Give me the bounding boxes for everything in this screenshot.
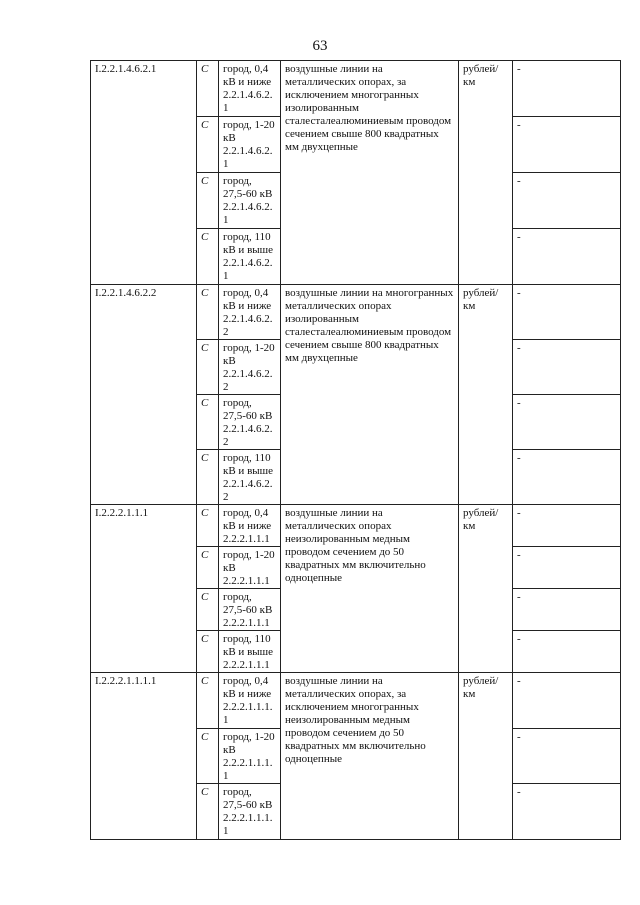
value-cell: -: [513, 229, 621, 285]
value-cell: -: [513, 340, 621, 395]
category-letter: С: [197, 395, 219, 450]
region-cell: город, 27,5-60 кВ 2.2.2.1.1.1: [219, 589, 281, 631]
region-cell: город, 0,4 кВ и ниже 2.2.1.4.6.2. 1: [219, 61, 281, 117]
category-letter: С: [197, 673, 219, 729]
line-description: воздушные линии на металлических опорах неизолированным медным проводом сечением до 50 квадратных мм включительно одноцепные: [281, 505, 459, 673]
region-cell: город, 110 кВ и выше 2.2.2.1.1.1: [219, 631, 281, 673]
category-letter: С: [197, 285, 219, 340]
category-letter: С: [197, 589, 219, 631]
category-letter: С: [197, 547, 219, 589]
category-letter: С: [197, 631, 219, 673]
value-cell: -: [513, 395, 621, 450]
value-cell: -: [513, 450, 621, 505]
value-cell: -: [513, 673, 621, 729]
region-cell: город, 0,4 кВ и ниже 2.2.2.1.1.1: [219, 505, 281, 547]
category-letter: С: [197, 340, 219, 395]
value-cell: -: [513, 784, 621, 840]
value-cell: -: [513, 729, 621, 784]
region-cell: город, 1-20 кВ 2.2.2.1.1.1: [219, 547, 281, 589]
category-letter: С: [197, 229, 219, 285]
row-code: I.2.2.2.1.1.1: [91, 505, 197, 673]
region-cell: город, 27,5-60 кВ 2.2.2.1.1.1. 1: [219, 784, 281, 840]
row-code: I.2.2.1.4.6.2.2: [91, 285, 197, 505]
unit-cell: рублей/ км: [459, 285, 513, 505]
category-letter: С: [197, 505, 219, 547]
category-letter: С: [197, 61, 219, 117]
page-number: 63: [312, 38, 328, 54]
value-cell: -: [513, 117, 621, 173]
region-cell: город, 1-20 кВ 2.2.2.1.1.1. 1: [219, 729, 281, 784]
line-description: воздушные линии на металлических опорах, за исключением многогранных неизолированным медным проводом сечением до 50 квадратных мм включительно одноцепные: [281, 673, 459, 840]
category-letter: С: [197, 117, 219, 173]
category-letter: С: [197, 784, 219, 840]
value-cell: -: [513, 285, 621, 340]
region-cell: город, 27,5-60 кВ 2.2.1.4.6.2. 2: [219, 395, 281, 450]
row-code: I.2.2.1.4.6.2.1: [91, 61, 197, 285]
value-cell: -: [513, 589, 621, 631]
table-row: [91, 61, 621, 117]
tariff-table: [90, 60, 621, 840]
unit-cell: рублей/ км: [459, 673, 513, 840]
unit-cell: рублей/ км: [459, 505, 513, 673]
value-cell: -: [513, 547, 621, 589]
category-letter: С: [197, 173, 219, 229]
region-cell: город, 27,5-60 кВ 2.2.1.4.6.2. 1: [219, 173, 281, 229]
value-cell: -: [513, 631, 621, 673]
table-row: [91, 673, 621, 729]
region-cell: город, 1-20 кВ 2.2.1.4.6.2. 1: [219, 117, 281, 173]
table-row: [91, 285, 621, 340]
line-description: воздушные линии на металлических опорах, за исключением многогранных изолированным сталесталеалюминиевым проводом сечением свыше 800 квадратных мм двухцепные: [281, 61, 459, 285]
region-cell: город, 0,4 кВ и ниже 2.2.1.4.6.2. 2: [219, 285, 281, 340]
region-cell: город, 110 кВ и выше 2.2.1.4.6.2. 1: [219, 229, 281, 285]
category-letter: С: [197, 729, 219, 784]
value-cell: -: [513, 173, 621, 229]
line-description: воздушные линии на многогранных металлических опорах изолированным сталесталеалюминиевым проводом сечением свыше 800 квадратных мм двухцепные: [281, 285, 459, 505]
row-code: I.2.2.2.1.1.1.1: [91, 673, 197, 840]
value-cell: -: [513, 505, 621, 547]
value-cell: -: [513, 61, 621, 117]
table-row: [91, 505, 621, 547]
unit-cell: рублей/ км: [459, 61, 513, 285]
region-cell: город, 0,4 кВ и ниже 2.2.2.1.1.1. 1: [219, 673, 281, 729]
region-cell: город, 110 кВ и выше 2.2.1.4.6.2. 2: [219, 450, 281, 505]
region-cell: город, 1-20 кВ 2.2.1.4.6.2. 2: [219, 340, 281, 395]
category-letter: С: [197, 450, 219, 505]
